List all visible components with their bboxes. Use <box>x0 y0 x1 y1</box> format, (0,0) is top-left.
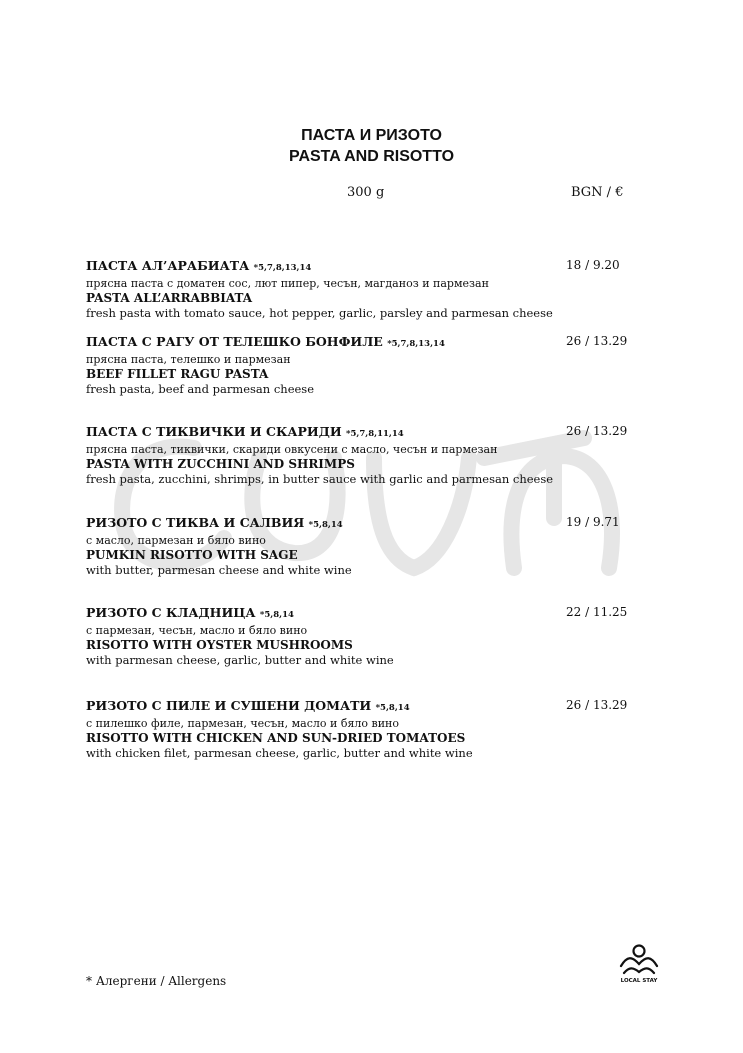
item-price: 19 / 9.71 <box>566 515 620 529</box>
menu-item <box>86 698 646 761</box>
menu-item <box>86 424 646 487</box>
item-desc-bg: прясна паста с доматен сос, лют пипер, чесън, магданоз и пармезан <box>86 277 489 290</box>
title-en: PASTA AND RISOTTO <box>288 148 455 165</box>
allergen-codes: *5,7,8,13,14 <box>387 339 445 349</box>
item-desc-bg: с пармезан, чесън, масло и бяло вино <box>86 624 308 637</box>
item-name-bg: ПАСТА С ТИКВИЧКИ И СКАРИДИ *5,7,8,11,14 <box>86 424 404 439</box>
allergen-codes: *5,7,8,11,14 <box>346 429 404 439</box>
item-price: 26 / 13.29 <box>566 698 628 712</box>
item-name-bg: РИЗОТО С ТИКВА И САЛВИЯ *5,8,14 <box>86 515 343 530</box>
title-bg: ПАСТА И РИЗОТО <box>301 127 442 144</box>
item-price: 26 / 13.29 <box>566 334 628 348</box>
item-desc-en: with chicken filet, parmesan cheese, garlic, butter and white wine <box>86 746 473 760</box>
allergen-codes: *5,8,14 <box>308 520 343 530</box>
item-desc-bg: с масло, пармезан и бяло вино <box>86 534 266 547</box>
menu-item <box>86 258 646 321</box>
item-name-en: RISOTTO WITH OYSTER MUSHROOMS <box>86 638 353 652</box>
menu-item <box>86 515 646 578</box>
currency-header: BGN / € <box>571 185 624 200</box>
portion-header: 300 g <box>347 185 385 200</box>
item-name-en: BEEF FILLET RAGU PASTA <box>86 367 269 381</box>
allergen-codes: *5,7,8,13,14 <box>253 263 312 273</box>
item-name-bg: РИЗОТО С КЛАДНИЦА *5,8,14 <box>86 605 294 620</box>
item-price: 18 / 9.20 <box>566 258 620 272</box>
allergen-codes: *5,8,14 <box>375 703 410 713</box>
item-desc-en: with parmesan cheese, garlic, butter and white wine <box>86 653 394 667</box>
item-desc-bg: прясна паста, телешко и пармезан <box>86 353 291 366</box>
item-name-bg: РИЗОТО С ПИЛЕ И СУШЕНИ ДОМАТИ *5,8,14 <box>86 698 410 713</box>
allergens-note: * Алергени / Allergens <box>86 974 227 988</box>
item-price: 22 / 11.25 <box>566 605 628 619</box>
item-desc-bg: с пилешко филе, пармезан, чесън, масло и бяло вино <box>86 717 399 730</box>
item-name-bg: ПАСТА С РАГУ ОТ ТЕЛЕШКО БОНФИЛЕ *5,7,8,13,14 <box>86 334 445 349</box>
page-title <box>0 125 743 167</box>
item-desc-en: fresh pasta, beef and parmesan cheese <box>86 382 315 396</box>
item-name-en: PUMKIN RISOTTO WITH SAGE <box>86 548 298 562</box>
item-desc-en: fresh pasta with tomato sauce, hot pepper, garlic, parsley and parmesan cheese <box>86 306 553 320</box>
item-desc-en: fresh pasta, zucchini, shrimps, in butter sauce with garlic and parmesan cheese <box>86 472 554 486</box>
menu-item <box>86 605 646 668</box>
menu-item <box>86 334 646 397</box>
item-name-en: RISOTTO WITH CHICKEN AND SUN-DRIED TOMATOES <box>86 731 466 745</box>
item-price: 26 / 13.29 <box>566 424 628 438</box>
local-stay-logo-icon <box>618 942 660 988</box>
item-name-en: PASTA ALL’ARRABBIATA <box>86 291 253 305</box>
item-name-bg: ПАСТА АЛ’АРАБИАТА *5,7,8,13,14 <box>86 258 312 273</box>
allergen-codes: *5,8,14 <box>259 610 294 620</box>
item-desc-bg: прясна паста, тиквички, скариди овкусени с масло, чесън и пармезан <box>86 443 498 456</box>
logo-text: LOCAL STAY <box>620 978 658 984</box>
item-desc-en: with butter, parmesan cheese and white wine <box>86 563 352 577</box>
item-name-en: PASTA WITH ZUCCHINI AND SHRIMPS <box>86 457 355 471</box>
